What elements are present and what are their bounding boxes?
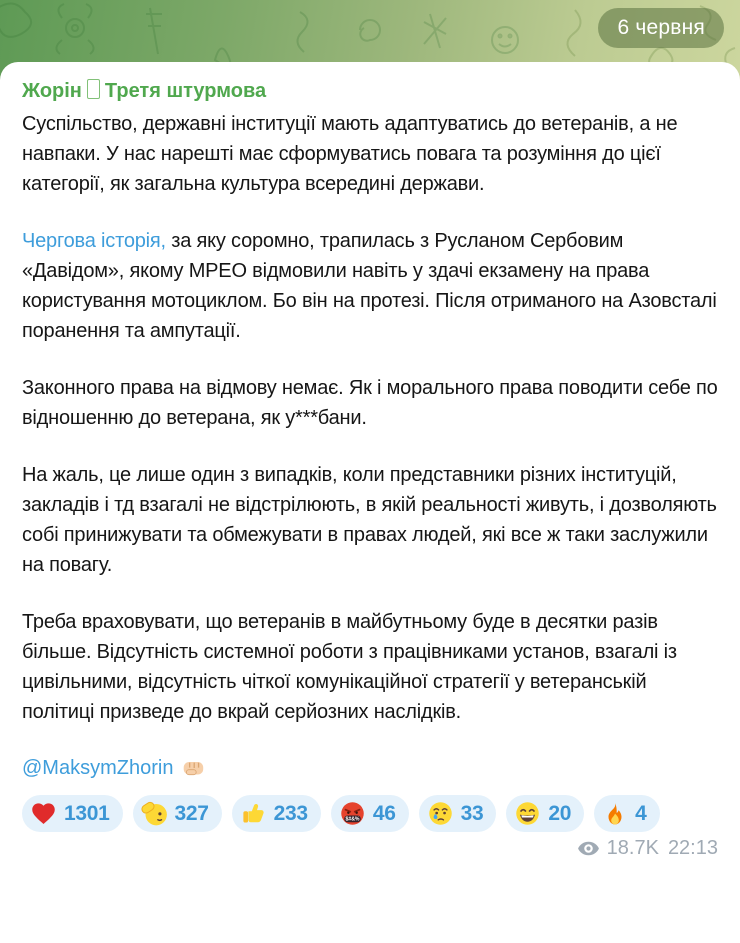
fist-emoji-icon (181, 755, 207, 781)
reaction-count: 46 (372, 801, 396, 825)
thumbs-up-icon (240, 800, 267, 827)
reaction-count: 233 (273, 801, 308, 825)
reaction-pill-fire[interactable] (594, 795, 659, 832)
message-paragraph-3: Законного права на відмову немає. Як і морального права поводити себе по відношенню до ветерана, як у***бани. (22, 377, 718, 429)
reaction-pill-grinning[interactable] (506, 795, 584, 832)
reaction-pill-salute[interactable] (133, 795, 222, 832)
reaction-pill-cursing[interactable] (331, 795, 409, 832)
views-count: 18.7K (606, 837, 659, 859)
reaction-count: 1301 (64, 801, 110, 825)
reaction-pill-crying[interactable] (419, 795, 497, 832)
reaction-count: 327 (174, 801, 209, 825)
fire-icon (602, 801, 628, 827)
author-mention-link[interactable]: @MaksymZhorin (22, 757, 174, 779)
crying-face-icon (427, 800, 454, 827)
channel-name-left: Жорін (22, 80, 82, 102)
reaction-count: 4 (635, 801, 647, 825)
message-paragraph-4: На жаль, це лише один з випадків, коли представники різних інституцій, закладів і тд взагалі не відстрілюють, в якій реальності живуть, і дозволяють собі принижувати та обмежувати в правах людей, які все ж таки заслужили на повагу. (22, 464, 717, 576)
date-badge[interactable]: 6 червня (598, 8, 724, 48)
face-with-symbols-on-mouth-icon (339, 800, 366, 827)
message-paragraph-5: Треба враховувати, що ветеранів в майбутньому буде в десятки разів більше. Відсутність системної роботи з працівниками установ, взагалі із цивільними, відсутність чіткої комунікаційної стратегії у ветеранській політиці призведе до вкрай серйозних наслідків. (22, 611, 677, 723)
reactions-row (22, 795, 720, 832)
channel-name-right: Третя штурмова (104, 80, 267, 102)
message-paragraph-2-rest: за яку соромно, трапилась з Русланом Сербовим «Давідом», якому МРЕО відмовили навіть у здачі екзамену на права користування мотоциклом. Бо він на протезі. Після отриманого на Азовсталі поранення та ампутації. (22, 230, 717, 342)
saluting-face-icon (141, 800, 168, 827)
message-time: 22:13 (667, 837, 718, 859)
message-meta (22, 836, 720, 861)
message-paragraph-1: Суспільство, державні інституції мають адаптуватись до ветеранів, а не навпаки. У нас нарешті має сформуватись повага та розуміння до цієї категорії, як загальна культура всередині держави. (22, 113, 678, 195)
eye-icon (576, 836, 601, 861)
grinning-face-icon (514, 800, 541, 827)
channel-name[interactable] (22, 78, 720, 104)
message-paragraph-2 (22, 226, 720, 346)
reaction-count: 20 (548, 801, 572, 825)
heart-icon (30, 800, 57, 827)
reaction-pill-thumbs-up[interactable] (232, 795, 321, 832)
signature-row (22, 753, 720, 783)
message-bubble (0, 62, 740, 943)
reaction-count: 33 (460, 801, 484, 825)
views (576, 836, 659, 861)
story-link[interactable]: Чергова історія, (22, 230, 166, 252)
svg-text:$#&%: $#&% (345, 816, 360, 823)
missing-emoji-box-icon (87, 79, 100, 99)
reaction-pill-heart[interactable] (22, 795, 123, 832)
